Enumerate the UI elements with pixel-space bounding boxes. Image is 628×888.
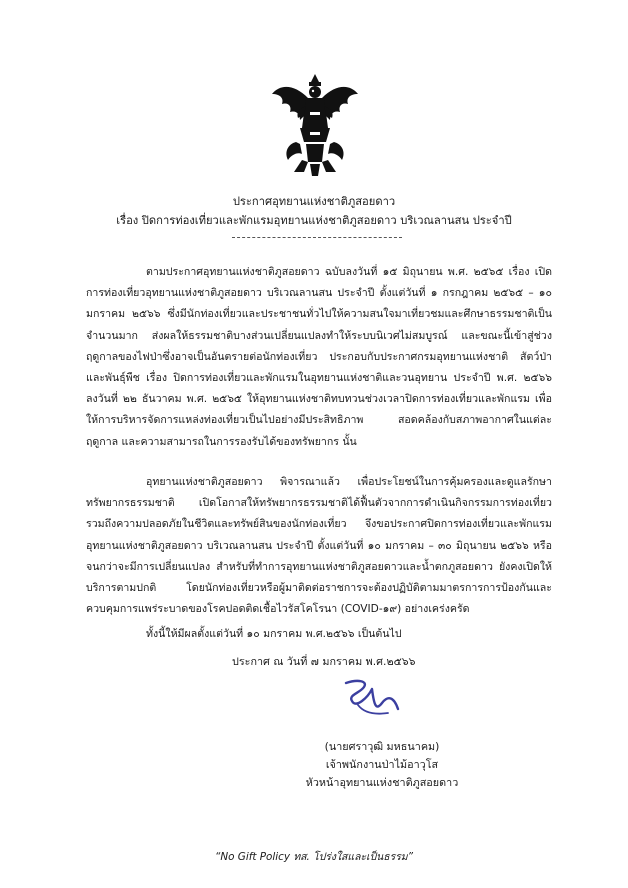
announcement-title: ประกาศอุทยานแห่งชาติภูสอยดาว [232, 195, 396, 208]
paragraph-1-text: ตามประกาศอุทยานแห่งชาติภูสอยดาว ฉบับลงวันที่ ๑๕ มิถุนายน พ.ศ. ๒๕๖๕ เรื่อง เปิดการท่องเที่ยวอุทยานแห่งชาติภูสอยดาว บริเวณลานสน ประจำปี ตั้งแต่วันที่ ๑ กรกฎาคม ๒๕๖๕ – ๑๐ มกราคม ๒๕๖๖ ซึ่งมีนักท่องเที่ยวและประชาชนทั่วไปให้ความสนใจมาเที่ยวชมและศึกษาธรรมชาติเป็นจำนวนมาก ส่งผลให้ธรรมชาติบางส่วนเปลี่ยนแปลงทำให้ระบบนิเวศไม่สมบูรณ์ และขณะนี้เข้าสู่ช่วงฤดูกาลของไฟป่าซึ่งอาจเป็นอันตรายต่อนักท่องเที่ยว ประกอบกับประกาศกรมอุทยานแห่งชาติ สัตว์ป่า และพันธุ์พืช เรื่อง ปิดการท่องเที่ยวและพักแรมในอุทยานแห่งชาติและวนอุทยาน ประจำปี พ.ศ. ๒๕๖๖ ลงวันที่ ๒๒ ธันวาคม พ.ศ. ๒๕๖๕ ให้อุทยานแห่งชาติทบทวนช่วงเวลาปิดการท่องเที่ยวและพักแรม เพื่อให้การบริหารจัดการแหล่งท่องเที่ยวเป็นไปอย่างมีประสิทธิภาพ สอดคล้องกับสภาพอากาศในแต่ละฤดูกาล และความสามารถในการรองรับได้ของทรัพยากร นั้น [86, 266, 552, 448]
handwritten-signature [338, 675, 408, 719]
footer-policy: “No Gift Policy ทส. โปร่งใสและเป็นธรรม” [214, 851, 414, 863]
signatory-name: (นายศราวุฒิ มหธนาคม) [324, 740, 440, 753]
paragraph-1 [86, 262, 552, 453]
paragraph-3: ทั้งนี้ให้มีผลตั้งแต่วันที่ ๑๐ มกราคม พ.ศ.๒๕๖๖ เป็นต้นไป [146, 628, 402, 640]
paragraph-2-text: อุทยานแห่งชาติภูสอยดาว พิจารณาแล้ว เพื่อประโยชน์ในการคุ้มครองและดูแลรักษาทรัพยากรธรรมชาติ เปิดโอกาสให้ทรัพยากรธรรมชาติได้ฟื้นตัวจากการดำเนินกิจกรรมการท่องเที่ยว รวมถึงความปลอดภัยในชีวิตและทรัพย์สินของนักท่องเที่ยว จึงขอประกาศปิดการท่องเที่ยวและพักแรมอุทยานแห่งชาติภูสอยดาว บริเวณลานสน ประจำปี ตั้งแต่วันที่ ๑๐ มกราคม – ๓๐ มิถุนายน ๒๕๖๖ หรือจนกว่าจะมีการเปลี่ยนแปลง สำหรับที่ทำการอุทยานแห่งชาติภูสอยดาวและน้ำตกภูสอยดาว ยังคงเปิดให้บริการตามปกติ โดยนักท่องเที่ยวหรือผู้มาติดต่อราชการจะต้องปฏิบัติตามมาตรการการป้องกันและควบคุมการแพร่ระบาดของโรคปอดติดเชื้อไวรัสโคโรนา (COVID-๑๙) อย่างเคร่งครัด [86, 476, 552, 616]
signatory-position: เจ้าพนักงานป่าไม้อาวุโส [325, 758, 439, 771]
title-divider [232, 237, 402, 238]
signatory-office: หัวหน้าอุทยานแห่งชาติภูสอยดาว [305, 776, 459, 789]
announcement-subject: เรื่อง ปิดการท่องเที่ยวและพักแรมอุทยานแห่งชาติภูสอยดาว บริเวณลานสน ประจำปี [116, 214, 512, 227]
announcement-date: ประกาศ ณ วันที่ ๗ มกราคม พ.ศ.๒๕๖๖ [232, 655, 416, 668]
paragraph-2 [86, 472, 552, 620]
garuda-emblem-icon [270, 72, 360, 178]
